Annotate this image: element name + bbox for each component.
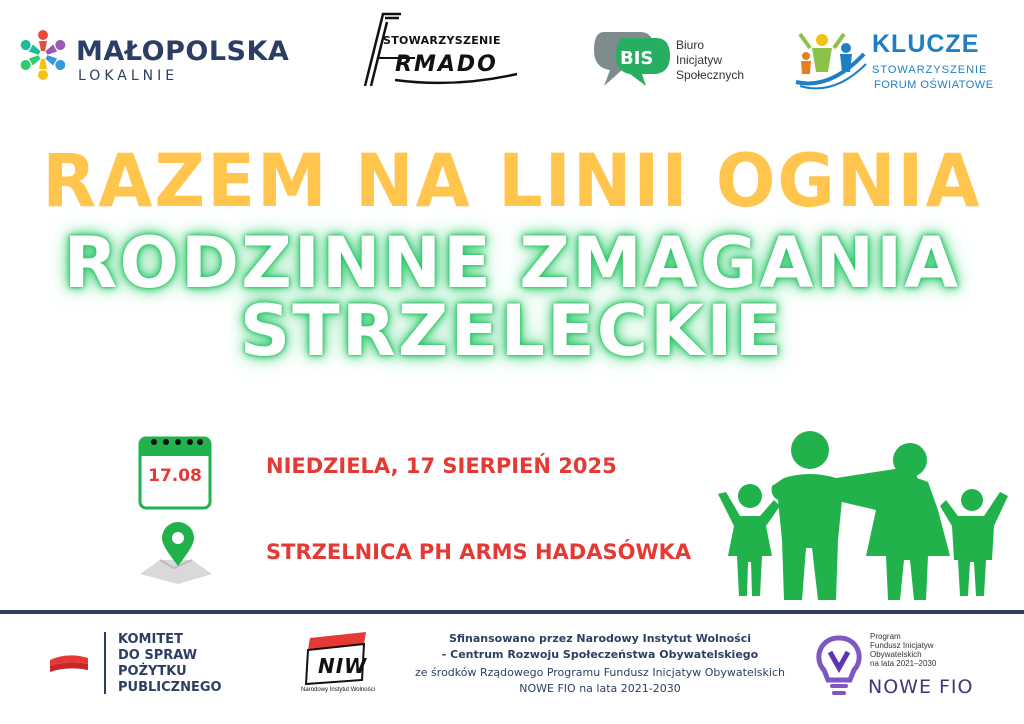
armado-word: RMADO <box>395 52 498 77</box>
klucze-title: KLUCZE <box>872 30 980 58</box>
klucze-subtitle-1: STOWARZYSZENIE <box>872 64 988 76</box>
klucze-subtitle-2: FORUM OŚWIATOWE <box>874 79 994 91</box>
komitet-divider <box>104 632 106 694</box>
fio-small-line-4: na lata 2021–2030 <box>870 659 937 668</box>
calendar-badge <box>138 436 212 510</box>
klucze-logo <box>790 24 1000 94</box>
niw-logo <box>296 630 380 698</box>
people-star-icon <box>14 26 72 84</box>
lightbulb-icon <box>814 634 864 698</box>
funding-line-2: - Centrum Rozwoju Społeczeństwa Obywatelskiego <box>441 648 759 661</box>
fio-small-line-1: Program <box>870 632 901 641</box>
event-place: STRZELNICA PH ARMS HADASÓWKA <box>266 540 692 564</box>
armado-logo <box>355 8 525 90</box>
headline-line-3: STRZELECKIE <box>239 290 785 372</box>
armado-a-mark-icon <box>355 8 525 90</box>
fio-small-line-3: Obywatelskich <box>870 650 922 659</box>
nowe-fio-logo <box>810 630 1000 700</box>
bis-badge: BIS <box>620 48 654 69</box>
malopolska-lokalnie-logo <box>14 26 304 96</box>
malopolska-title: MAŁOPOLSKA <box>76 36 290 67</box>
komitet-line-1: KOMITET <box>118 632 183 647</box>
headline-line-2: RODZINNE ZMAGANIA <box>63 222 961 304</box>
niw-word: NIW <box>318 654 368 678</box>
komitet-line-4: PUBLICZNEGO <box>118 680 222 695</box>
funding-line-1: Sfinansowano przez Narodowy Instytut Wolności <box>448 632 752 645</box>
funding-line-4: NOWE FIO na lata 2021-2030 <box>519 682 681 695</box>
fio-small-line-2: Fundusz Inicjatyw <box>870 641 934 650</box>
bis-line-2: Inicjatyw <box>676 53 723 67</box>
fio-big: NOWE FIO <box>868 676 974 698</box>
event-date: NIEDZIELA, 17 SIERPIEŃ 2025 <box>266 454 617 478</box>
family-silhouette-icon <box>714 430 1014 606</box>
map-pin-icon <box>138 522 214 586</box>
calendar-date: 17.08 <box>148 466 202 486</box>
polish-flag-icon <box>48 650 90 674</box>
armado-subtitle: STOWARZYSZENIE <box>383 34 501 47</box>
komitet-line-3: POŻYTKU <box>118 664 187 679</box>
niw-caption: Narodowy Instytut Wolności <box>301 687 375 693</box>
speech-bubbles-icon <box>590 24 674 94</box>
headline-line-1: RAZEM NA LINII OGNIA <box>42 137 982 225</box>
malopolska-subtitle: LOKALNIE <box>78 68 179 84</box>
bis-line-3: Społecznych <box>676 68 745 82</box>
footer-divider <box>0 610 1024 614</box>
bis-line-1: Biuro <box>676 38 705 52</box>
funding-line-3: ze środków Rządowego Programu Fundusz Inicjatyw Obywatelskich <box>415 666 785 679</box>
family-swoosh-icon <box>790 24 870 94</box>
komitet-line-2: DO SPRAW <box>118 648 198 663</box>
bis-logo <box>590 24 760 94</box>
